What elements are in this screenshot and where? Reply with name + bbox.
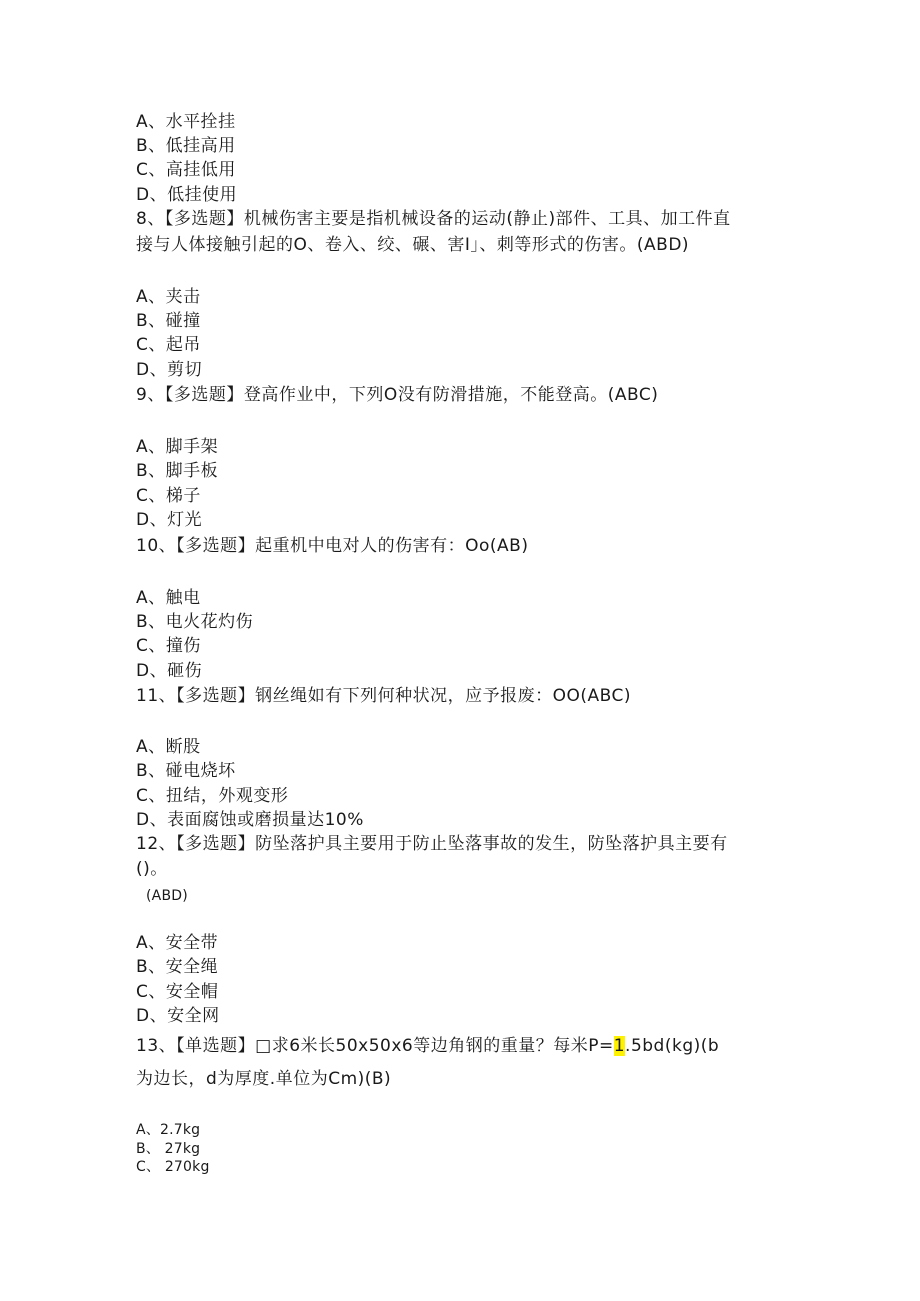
option-line: D、灯光: [136, 510, 203, 530]
question-12-text: 12、【多选题】防坠落护具主要用于防止坠落事故的发生，防坠落护具主要有: [136, 834, 728, 854]
option-line: B、安全绳: [136, 957, 219, 977]
question-8-text: 8、【多选题】机械伤害主要是指机械设备的运动(静止)部件、工具、加工件直: [136, 209, 731, 229]
option-line: A、断股: [136, 737, 201, 757]
option-line: B、碰电烧坏: [136, 761, 236, 781]
option-line: A、触电: [136, 588, 201, 608]
option-line: B、低挂高用: [136, 136, 236, 156]
option-line: A、脚手架: [136, 437, 219, 457]
question-13-text-after: .5bd(kg)(b: [625, 1036, 720, 1056]
option-line: B、电火花灼伤: [136, 612, 254, 632]
option-line: C、高挂低用: [136, 160, 236, 180]
option-line: B、碰撞: [136, 311, 201, 331]
option-line: A、水平拴挂: [136, 112, 236, 132]
option-line: B、脚手板: [136, 461, 219, 481]
option-line: D、砸伤: [136, 661, 203, 681]
question-13-text-cont: 为边长，d为厚度.单位为Cm)(B): [136, 1069, 392, 1089]
question-8-text-cont: 接与人体接触引起的O、卷入、绞、碾、害I」、刺等形式的伤害。(ABD): [136, 235, 690, 255]
question-13-text-before: 13、【单选题】□求6米长50x50x6等边角钢的重量？每米P=: [136, 1036, 614, 1056]
option-line: B、 27kg: [136, 1141, 201, 1157]
option-line: C、安全帽: [136, 982, 219, 1002]
question-9-text: 9、【多选题】登高作业中，下列O没有防滑措施，不能登高。(ABC): [136, 385, 659, 405]
option-line: D、安全网: [136, 1006, 220, 1026]
option-line: D、表面腐蚀或磨损量达10%: [136, 810, 364, 830]
option-line: D、剪切: [136, 360, 203, 380]
option-line: D、低挂使用: [136, 185, 238, 205]
question-12-answer: (ABD): [146, 888, 188, 904]
question-10-text: 10、【多选题】起重机中电对人的伤害有：Oo(AB): [136, 536, 529, 556]
option-line: C、撞伤: [136, 636, 201, 656]
option-line: A、安全带: [136, 933, 219, 953]
option-line: C、扭结，外观变形: [136, 786, 289, 806]
option-line: A、夹击: [136, 287, 201, 307]
option-line: C、起吊: [136, 335, 201, 355]
question-13-text: [136, 1034, 719, 1058]
option-line: C、 270kg: [136, 1159, 210, 1175]
question-11-text: 11、【多选题】钢丝绳如有下列何种状况，应予报废：OO(ABC): [136, 686, 632, 706]
highlighted-text: 1: [613, 1036, 626, 1056]
option-line: A、2.7kg: [136, 1122, 201, 1138]
question-12-text-cont: ()。: [136, 859, 168, 879]
option-line: C、梯子: [136, 486, 201, 506]
